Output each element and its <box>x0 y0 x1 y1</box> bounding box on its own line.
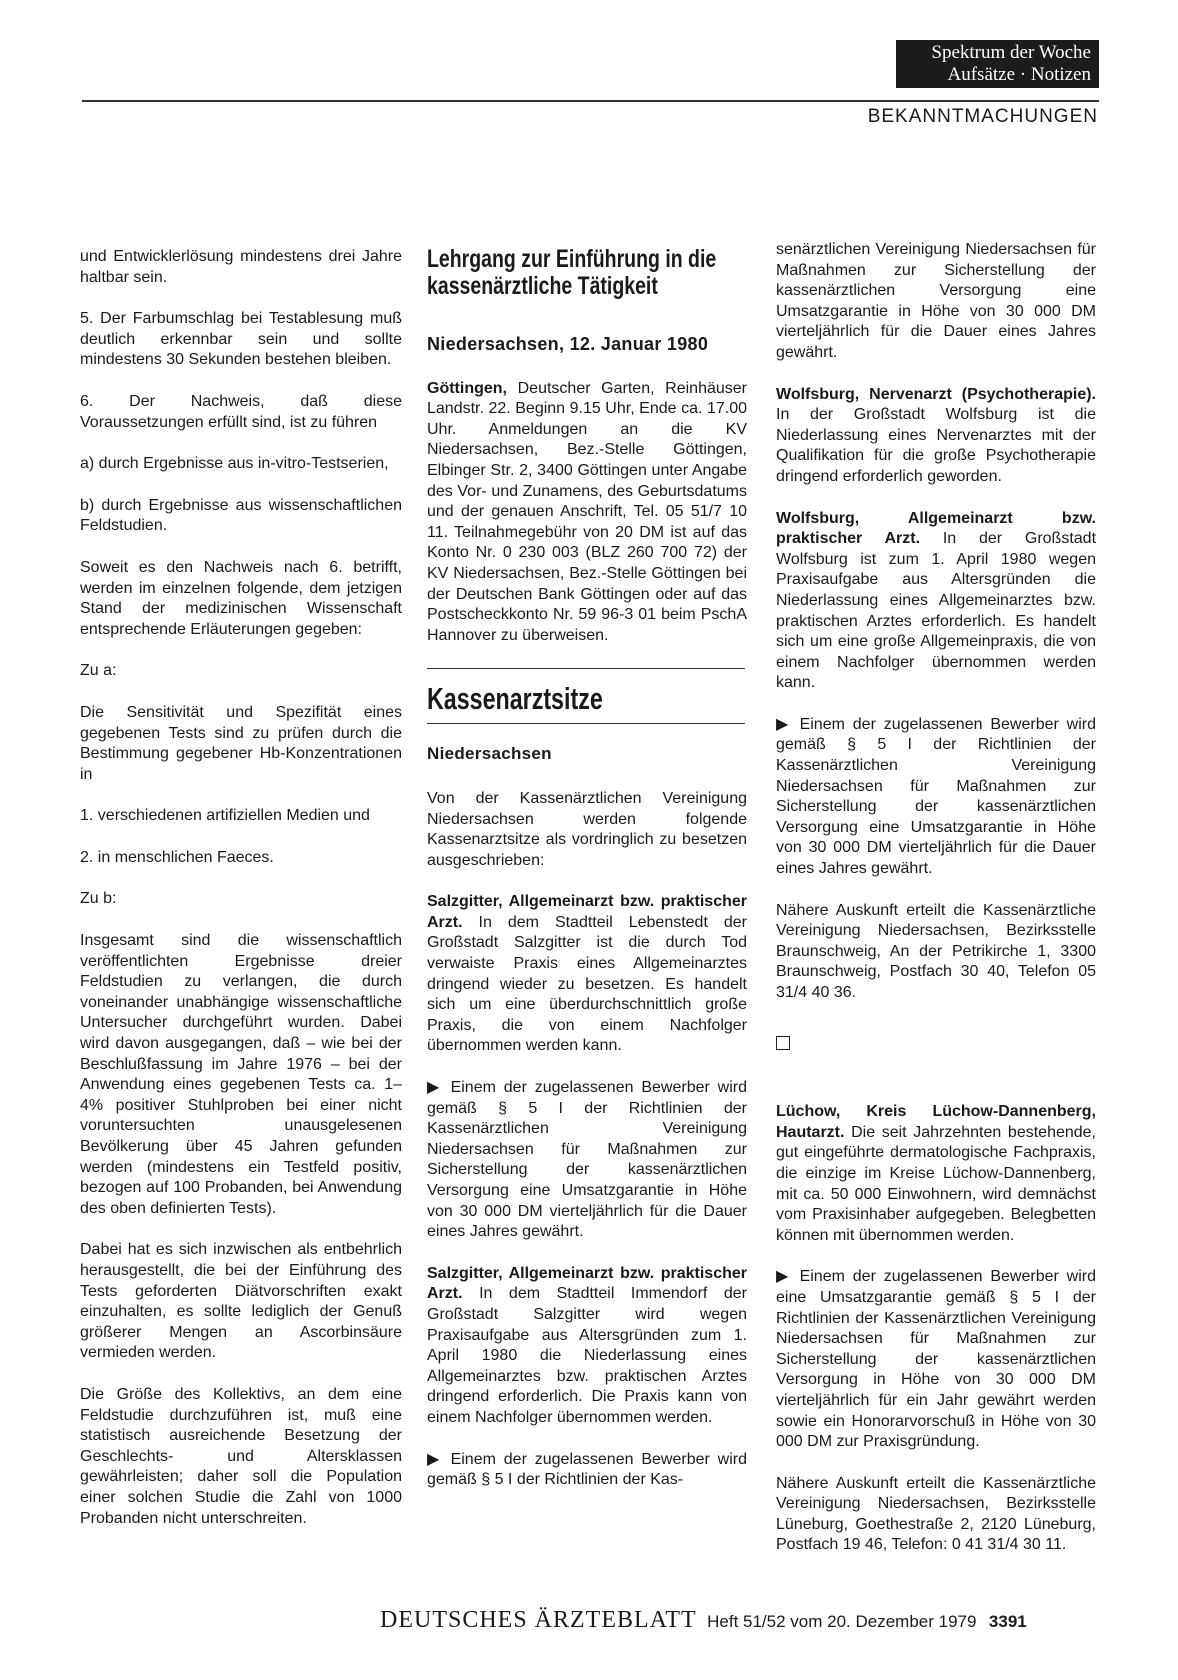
listing-text: In dem Stadtteil Immendorf der Großstadt Salzgitter wird wegen Praxisaufgabe aus Altersgründen zum 1. April 1980 die Niederlassung eines Allgemeinarztes bzw. praktischen Arztes dringend erforderlich. Die Praxis kann von einem Nachfolger übernommen werden. <box>427 1285 747 1426</box>
paragraph: Dabei hat es sich inzwischen als entbehrlich herausgestellt, die bei der Einführung des Tests geforderten Diätvorschriften exakt einzuhalten, es sollte lediglich der Genuß größerer Mengen an Ascorbinsäure vermieden werden. <box>80 1241 402 1362</box>
listing-wolfsburg-1 <box>776 385 1096 488</box>
page-number: 3391 <box>988 1612 1027 1631</box>
listing-head: Salzgitter, Allgemeinarzt bzw. praktischer Arzt. <box>427 893 747 931</box>
intro-paragraph: Von der Kassenärztlichen Vereinigung Niedersachsen werden folgende Kassenarztsitze als vordringlich zu besetzen ausgeschrieben: <box>427 789 747 869</box>
badge-line2: Aufsätze · Notizen <box>947 64 1091 85</box>
paragraph: Die Sensitivität und Spezifität eines gegebenen Tests sind zu prüfen durch die Bestimmung gegebener Hb-Konzentrationen in <box>80 703 402 783</box>
listing-head: Salzgitter, Allgemeinarzt bzw. praktischer Arzt. <box>427 1264 747 1303</box>
course-text: Deutscher Garten, Reinhäuser Landstr. 22. Beginn 9.15 Uhr, Ende ca. 17.00 Uhr. Anmeldungen an die KV Niedersachsen, Bez.-Stelle Göttingen, Elbinger Str. 2, 3400 Göttingen unter Angabe des Vor- und Zunamens, des Geburtsdatums und der genauen Anschrift, Tel. 05 51/7 10 11. Teilnahmegebühr von 20 DM ist auf das Konto Nr. 0 230 003 (BLZ 260 700 72) der KV Niedersachsen, Bez.-Stelle Göttingen bei der Deutschen Bank Göttingen oder auf das Postscheckkonto Nr. 59 96-3 01 beim PschA Hannover zu überweisen. <box>427 379 747 644</box>
subheading-zu-a: Zu a: <box>80 662 117 680</box>
badge-line1: Spektrum der Woche <box>931 42 1091 63</box>
guarantee-paragraph: ▶ Einem der zugelassenen Bewerber wird gemäß § 5 I der Richtlinien der Kas- <box>427 1450 747 1489</box>
paragraph: Die Größe des Kollektivs, an dem eine Feldstudie durchzuführen ist, muß eine statistisch ausreichende Besetzung der Geschlechts- und Altersklassen gewährleisten; daher soll die Population einer solchen Studie die Zahl von 1000 Probanden nicht unterschreiten. <box>80 1385 402 1527</box>
divider <box>427 668 745 669</box>
listing-text: In dem Stadtteil Lebenstedt der Großstadt Salzgitter ist die durch Tod verwaiste Praxis eines Allgemeinarztes dringend wieder zu besetzen. Es handelt sich um eine überdurchschnittlich große Praxis, die von einem Nachfolger übernommen werden kann. <box>427 913 747 1055</box>
issue-info: Heft 51/52 vom 20. Dezember 1979 <box>707 1612 977 1631</box>
listing-head: Wolfsburg, Nervenarzt (Psychotherapie). <box>776 385 1096 403</box>
listing-text: In der Großstadt Wolfsburg ist die Niederlassung eines Nervenarztes mit der Qualifikation für die große Psychotherapie dringend erforderlich geworden. <box>776 406 1096 485</box>
paragraph: b) durch Ergebnisse aus wissenschaftlichen Feldstudien. <box>80 496 402 535</box>
paragraph: und Entwicklerlösung mindestens drei Jahre haltbar sein. <box>80 248 402 286</box>
listing-salzgitter-1 <box>427 892 747 1057</box>
column-3 <box>776 240 1096 1577</box>
guarantee-paragraph: ▶ Einem der zugelassenen Bewerber wird eine Umsatzgarantie gemäß § 5 I der Richtlinien der Kassenärztlichen Vereinigung Niedersachsen für Maßnahmen zur Sicherstellung der kassenärztlichen Versorgung in Höhe von 30 000 DM vierteljährlich für ein Jahr gewährt werden sowie ein Honorarvorschuß in Höhe von 30 000 DM zur Praxisgründung. <box>776 1268 1096 1451</box>
section-title: BEKANNTMACHUNGEN <box>867 106 1098 127</box>
divider <box>427 723 745 724</box>
listing-salzgitter-2 <box>427 1264 747 1429</box>
guarantee-paragraph: ▶ Einem der zugelassenen Bewerber wird gemäß § 5 I der Richtlinien der Kassenärztlichen Vereinigung Niedersachsen für Maßnahmen zur Sicherstellung der kassenärztlichen Versorgung eine Umsatzgarantie in Höhe von 30 000 DM vierteljährlich für die Dauer eines Jahres gewährt. <box>776 715 1096 878</box>
listing-head: Lüchow, Kreis Lüchow-Dannenberg, Hautarzt. <box>776 1103 1096 1141</box>
listing-text: Die seit Jahrzehnten bestehende, gut eingeführte dermatologische Fachpraxis, die einzige im Kreise Lüchow-Dannenberg, mit ca. 50 000 Einwohnern, wird demnächst vom Praxisinhaber aufgegeben. Belegbetten können mit übernommen werden. <box>776 1123 1096 1244</box>
header-rule <box>82 100 1099 102</box>
list-item: 2. in menschlichen Faeces. <box>80 848 274 866</box>
end-square-icon <box>776 1036 1096 1057</box>
info-paragraph: Nähere Auskunft erteilt die Kassenärztliche Vereinigung Niedersachsen, Bezirksstelle Lüneburg, Goethestraße 2, 2120 Lüneburg, Postfach 19 46, Telefon: 0 41 31/4 30 11. <box>776 1474 1096 1554</box>
paragraph: 5. Der Farbumschlag bei Testablesung muß deutlich erkennbar sein und sollte mindestens 30 Sekunden bestehen bleiben. <box>80 310 402 369</box>
seats-region: Niedersachsen <box>427 744 552 764</box>
paragraph: 6. Der Nachweis, daß diese Voraussetzungen erfüllt sind, ist zu führen <box>80 392 402 431</box>
paragraph: Insgesamt sind die wissenschaftlich veröffentlichten Ergebnisse dreier Feldstudien zu verlangen, die durch voneinander unabhängige wissenschaftliche Untersucher durchgeführt wurden. Dabei wird davon ausgegangen, daß – wie bei der Beschlußfassung im Jahre 1976 – bei der Anwendung eines gegebenen Tests ca. 1–4% positiver Stuhlproben bei einer nicht voruntersuchten unausgelesenen Bevölkerung über 45 Jahren gefunden werden (mindestens ein Testfeld positiv, bezogen auf 100 Probanden, bei Anwendung des oben definierten Tests). <box>80 932 402 1217</box>
listing-luechow <box>776 1102 1096 1246</box>
course-date: Niedersachsen, 12. Januar 1980 <box>427 334 709 354</box>
guarantee-paragraph: ▶ Einem der zugelassenen Bewerber wird gemäß § 5 I der Richtlinien der Kassenärztlichen Vereinigung Niedersachsen für Maßnahmen zur Sicherstellung der kassenärztlichen Versorgung eine Umsatzgarantie in Höhe von 30 000 DM vierteljährlich für die Dauer eines Jahres gewährt. <box>427 1079 747 1241</box>
course-place: Göttingen, <box>427 379 507 397</box>
course-title: Lehrgang zur Einführung in die kassenärztliche Tätigkeit <box>427 245 717 300</box>
seats-title: Kassenarztsitze <box>427 681 603 717</box>
journal-name: DEUTSCHES ÄRZTEBLATT <box>380 1607 697 1633</box>
list-item: 1. verschiedenen artifiziellen Medien und <box>80 807 370 825</box>
paragraph: a) durch Ergebnisse aus in-vitro-Testserien, <box>80 455 389 473</box>
section-badge <box>896 40 1099 88</box>
column-2 <box>427 246 747 1512</box>
listing-head: Wolfsburg, Allgemeinarzt bzw. praktischer Arzt. <box>776 509 1096 548</box>
page-footer <box>380 1607 1027 1634</box>
listing-text: In der Großstadt Wolfsburg ist zum 1. April 1980 wegen Praxisaufgabe aus Altersgründen die Niederlassung eines Allgemeinarztes bzw. praktischen Arztes erforderlich. Es handelt sich um eine große Allgemeinpraxis, die von einem Nachfolger übernommen werden kann. <box>776 530 1097 692</box>
info-paragraph: Nähere Auskunft erteilt die Kassenärztliche Vereinigung Niedersachsen, Bezirksstelle Braunschweig, An der Petrikirche 1, 3300 Braunschweig, Postfach 30 40, Telefon 05 31/4 40 36. <box>776 901 1096 1001</box>
column-1 <box>80 247 402 1550</box>
subheading-zu-b: Zu b: <box>80 890 117 908</box>
listing-wolfsburg-2 <box>776 509 1096 694</box>
continued-paragraph: senärztlichen Vereinigung Niedersachsen für Maßnahmen zur Sicherstellung der kassenärztlichen Versorgung eine Umsatzgarantie in Höhe von 30 000 DM vierteljährlich für die Dauer eines Jahres gewährt. <box>776 241 1096 361</box>
paragraph: Soweit es den Nachweis nach 6. betrifft, werden im einzelnen folgende, dem jetzigen Stand der medizinischen Wissenschaft entsprechende Erläuterungen gegeben: <box>80 558 402 638</box>
course-paragraph <box>427 379 747 647</box>
